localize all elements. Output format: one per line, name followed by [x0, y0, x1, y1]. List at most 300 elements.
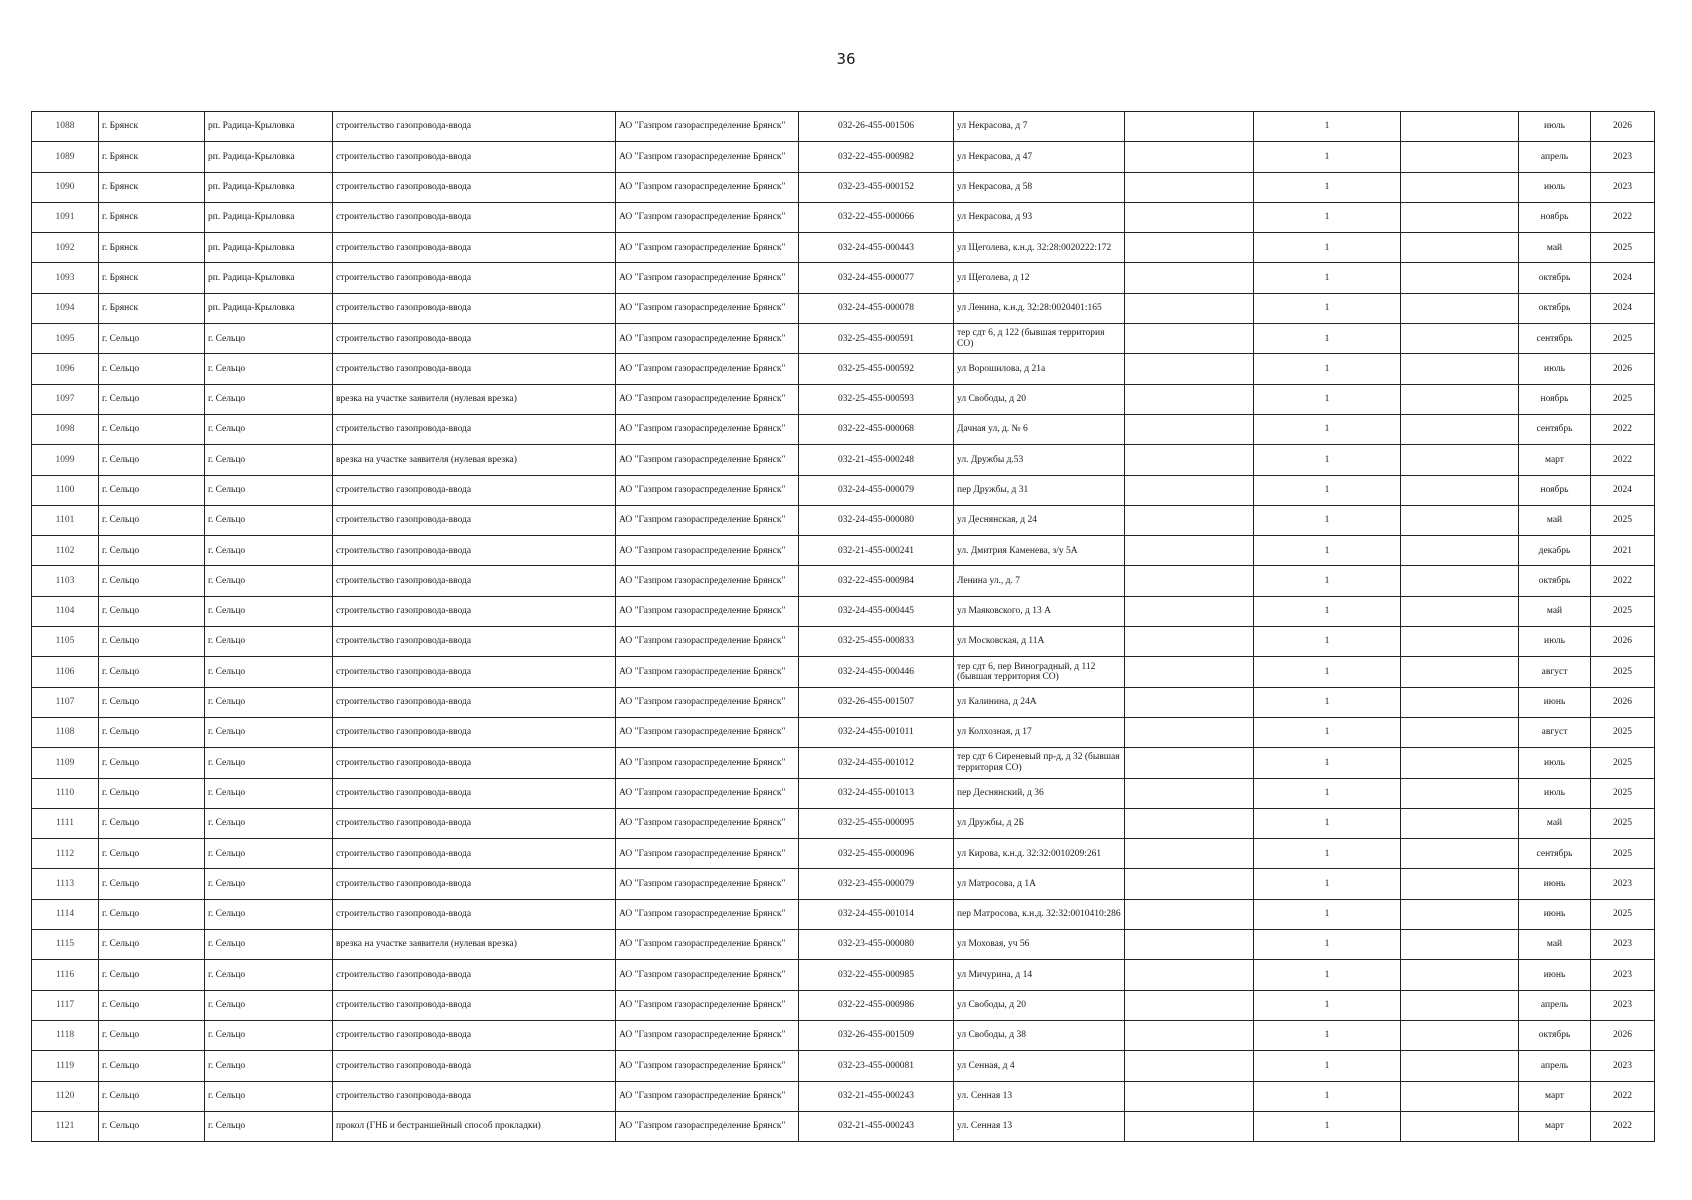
cell-month: июль [1519, 748, 1591, 778]
table-row [32, 142, 1655, 172]
cell-row-number: 1088 [32, 112, 99, 142]
cell-month: август [1519, 717, 1591, 747]
cell-address: ул Маяковского, д 13 А [954, 596, 1125, 626]
cell-empty [1125, 445, 1254, 475]
cell-object-code: 032-21-455-000241 [799, 536, 954, 566]
cell-work-type: строительство газопровода-ввода [333, 657, 616, 687]
cell-year: 2023 [1591, 172, 1655, 202]
cell-quantity: 1 [1254, 202, 1401, 232]
cell-locality: г. Сельцо [205, 778, 333, 808]
cell-row-number: 1100 [32, 475, 99, 505]
table-row [32, 1051, 1655, 1081]
cell-quantity: 1 [1254, 263, 1401, 293]
cell-empty [1401, 657, 1519, 687]
cell-empty [1401, 202, 1519, 232]
cell-empty [1125, 414, 1254, 444]
cell-year: 2026 [1591, 354, 1655, 384]
cell-empty [1401, 687, 1519, 717]
cell-object-code: 032-24-455-000445 [799, 596, 954, 626]
cell-work-type: строительство газопровода-ввода [333, 1020, 616, 1050]
table-row [32, 566, 1655, 596]
cell-work-type: врезка на участке заявителя (нулевая врезка) [333, 930, 616, 960]
cell-locality: г. Сельцо [205, 990, 333, 1020]
cell-empty [1401, 384, 1519, 414]
cell-address: ул Некрасова, д 7 [954, 112, 1125, 142]
cell-quantity: 1 [1254, 778, 1401, 808]
cell-district: г. Сельцо [99, 1020, 205, 1050]
cell-quantity: 1 [1254, 112, 1401, 142]
cell-work-type: врезка на участке заявителя (нулевая врезка) [333, 384, 616, 414]
cell-object-code: 032-22-455-000066 [799, 202, 954, 232]
cell-address: ул Мичурина, д 14 [954, 960, 1125, 990]
cell-object-code: 032-26-455-001509 [799, 1020, 954, 1050]
cell-object-code: 032-25-455-000096 [799, 839, 954, 869]
cell-object-code: 032-25-455-000592 [799, 354, 954, 384]
cell-month: май [1519, 233, 1591, 263]
cell-district: г. Сельцо [99, 596, 205, 626]
cell-address: ул. Дмитрия Каменева, з/у 5А [954, 536, 1125, 566]
cell-row-number: 1121 [32, 1111, 99, 1141]
cell-district: г. Брянск [99, 172, 205, 202]
cell-object-code: 032-23-455-000080 [799, 930, 954, 960]
cell-organization: АО "Газпром газораспределение Брянск" [616, 778, 799, 808]
cell-row-number: 1098 [32, 414, 99, 444]
cell-empty [1401, 324, 1519, 354]
cell-empty [1401, 839, 1519, 869]
cell-district: г. Сельцо [99, 1051, 205, 1081]
cell-address: ул Свободы, д 38 [954, 1020, 1125, 1050]
table-row [32, 324, 1655, 354]
cell-month: октябрь [1519, 566, 1591, 596]
cell-district: г. Сельцо [99, 899, 205, 929]
cell-organization: АО "Газпром газораспределение Брянск" [616, 1051, 799, 1081]
cell-address: ул Московская, д 11А [954, 627, 1125, 657]
cell-district: г. Сельцо [99, 930, 205, 960]
cell-year: 2022 [1591, 1081, 1655, 1111]
cell-quantity: 1 [1254, 233, 1401, 263]
table-row [32, 899, 1655, 929]
cell-district: г. Сельцо [99, 324, 205, 354]
cell-district: г. Сельцо [99, 505, 205, 535]
table-row [32, 687, 1655, 717]
cell-empty [1125, 808, 1254, 838]
cell-empty [1125, 717, 1254, 747]
cell-organization: АО "Газпром газораспределение Брянск" [616, 263, 799, 293]
cell-locality: г. Сельцо [205, 566, 333, 596]
cell-empty [1401, 627, 1519, 657]
cell-empty [1125, 778, 1254, 808]
cell-year: 2025 [1591, 748, 1655, 778]
cell-work-type: строительство газопровода-ввода [333, 233, 616, 263]
cell-work-type: строительство газопровода-ввода [333, 960, 616, 990]
cell-month: апрель [1519, 142, 1591, 172]
cell-row-number: 1111 [32, 808, 99, 838]
cell-row-number: 1095 [32, 324, 99, 354]
cell-empty [1401, 869, 1519, 899]
cell-month: октябрь [1519, 263, 1591, 293]
cell-empty [1125, 112, 1254, 142]
cell-year: 2025 [1591, 899, 1655, 929]
cell-district: г. Сельцо [99, 627, 205, 657]
cell-locality: рп. Радица-Крыловка [205, 263, 333, 293]
cell-quantity: 1 [1254, 657, 1401, 687]
cell-row-number: 1116 [32, 960, 99, 990]
cell-district: г. Сельцо [99, 748, 205, 778]
cell-work-type: строительство газопровода-ввода [333, 414, 616, 444]
cell-month: июнь [1519, 899, 1591, 929]
cell-year: 2024 [1591, 475, 1655, 505]
cell-organization: АО "Газпром газораспределение Брянск" [616, 293, 799, 323]
cell-row-number: 1097 [32, 384, 99, 414]
cell-organization: АО "Газпром газораспределение Брянск" [616, 566, 799, 596]
cell-row-number: 1089 [32, 142, 99, 172]
cell-year: 2023 [1591, 930, 1655, 960]
cell-year: 2023 [1591, 960, 1655, 990]
cell-empty [1125, 657, 1254, 687]
table-row [32, 808, 1655, 838]
cell-district: г. Сельцо [99, 1081, 205, 1111]
cell-empty [1401, 1081, 1519, 1111]
cell-year: 2025 [1591, 233, 1655, 263]
cell-empty [1401, 142, 1519, 172]
cell-district: г. Сельцо [99, 384, 205, 414]
cell-locality: г. Сельцо [205, 839, 333, 869]
cell-quantity: 1 [1254, 748, 1401, 778]
cell-district: г. Брянск [99, 263, 205, 293]
cell-year: 2022 [1591, 414, 1655, 444]
cell-district: г. Брянск [99, 202, 205, 232]
cell-year: 2025 [1591, 778, 1655, 808]
cell-empty [1125, 505, 1254, 535]
cell-empty [1401, 172, 1519, 202]
cell-organization: АО "Газпром газораспределение Брянск" [616, 1111, 799, 1141]
cell-quantity: 1 [1254, 384, 1401, 414]
cell-locality: г. Сельцо [205, 627, 333, 657]
cell-month: июль [1519, 778, 1591, 808]
cell-quantity: 1 [1254, 1051, 1401, 1081]
cell-empty [1401, 293, 1519, 323]
cell-object-code: 032-23-455-000152 [799, 172, 954, 202]
cell-locality: г. Сельцо [205, 536, 333, 566]
cell-empty [1125, 899, 1254, 929]
table-row [32, 414, 1655, 444]
table-row [32, 627, 1655, 657]
cell-address: ул Щеголева, д 12 [954, 263, 1125, 293]
cell-year: 2022 [1591, 1111, 1655, 1141]
cell-month: июль [1519, 354, 1591, 384]
cell-month: март [1519, 1111, 1591, 1141]
cell-row-number: 1117 [32, 990, 99, 1020]
cell-address: ул. Дружбы д.53 [954, 445, 1125, 475]
cell-empty [1125, 536, 1254, 566]
cell-month: ноябрь [1519, 384, 1591, 414]
cell-empty [1125, 202, 1254, 232]
cell-locality: рп. Радица-Крыловка [205, 112, 333, 142]
cell-month: июнь [1519, 869, 1591, 899]
table-row [32, 1111, 1655, 1141]
cell-quantity: 1 [1254, 808, 1401, 838]
cell-year: 2026 [1591, 687, 1655, 717]
cell-quantity: 1 [1254, 354, 1401, 384]
cell-address: ул Щеголева, к.н.д. 32:28:0020222:172 [954, 233, 1125, 263]
cell-month: декабрь [1519, 536, 1591, 566]
cell-address: ул. Сенная 13 [954, 1111, 1125, 1141]
cell-address: ул Ленина, к.н.д. 32:28:0020401:165 [954, 293, 1125, 323]
cell-work-type: строительство газопровода-ввода [333, 566, 616, 596]
cell-address: ул Калинина, д 24А [954, 687, 1125, 717]
cell-work-type: строительство газопровода-ввода [333, 263, 616, 293]
cell-month: июнь [1519, 960, 1591, 990]
cell-locality: г. Сельцо [205, 596, 333, 626]
cell-locality: г. Сельцо [205, 899, 333, 929]
cell-empty [1125, 1020, 1254, 1050]
cell-object-code: 032-24-455-001012 [799, 748, 954, 778]
table-row [32, 354, 1655, 384]
cell-address: пер Дружбы, д 31 [954, 475, 1125, 505]
cell-month: май [1519, 596, 1591, 626]
cell-address: ул Ворошилова, д 21а [954, 354, 1125, 384]
cell-quantity: 1 [1254, 1111, 1401, 1141]
table-row [32, 233, 1655, 263]
cell-quantity: 1 [1254, 566, 1401, 596]
table-row [32, 839, 1655, 869]
cell-locality: г. Сельцо [205, 1111, 333, 1141]
cell-empty [1401, 1111, 1519, 1141]
cell-locality: рп. Радица-Крыловка [205, 202, 333, 232]
cell-year: 2025 [1591, 384, 1655, 414]
cell-locality: г. Сельцо [205, 1051, 333, 1081]
table-row [32, 293, 1655, 323]
cell-empty [1125, 1111, 1254, 1141]
cell-address: ул Дружбы, д 2Б [954, 808, 1125, 838]
cell-quantity: 1 [1254, 687, 1401, 717]
cell-locality: г. Сельцо [205, 1020, 333, 1050]
table-row [32, 536, 1655, 566]
table-row [32, 778, 1655, 808]
cell-empty [1125, 627, 1254, 657]
cell-district: г. Брянск [99, 112, 205, 142]
cell-work-type: строительство газопровода-ввода [333, 505, 616, 535]
cell-work-type: строительство газопровода-ввода [333, 596, 616, 626]
table-row [32, 263, 1655, 293]
cell-organization: АО "Газпром газораспределение Брянск" [616, 808, 799, 838]
cell-locality: г. Сельцо [205, 657, 333, 687]
cell-row-number: 1112 [32, 839, 99, 869]
cell-object-code: 032-23-455-000081 [799, 1051, 954, 1081]
cell-year: 2025 [1591, 717, 1655, 747]
cell-quantity: 1 [1254, 930, 1401, 960]
cell-locality: рп. Радица-Крыловка [205, 293, 333, 323]
cell-year: 2025 [1591, 808, 1655, 838]
cell-row-number: 1099 [32, 445, 99, 475]
cell-district: г. Сельцо [99, 445, 205, 475]
cell-empty [1125, 172, 1254, 202]
cell-district: г. Сельцо [99, 717, 205, 747]
table-row [32, 384, 1655, 414]
cell-year: 2023 [1591, 869, 1655, 899]
registry-body [32, 112, 1655, 1142]
cell-month: сентябрь [1519, 324, 1591, 354]
cell-empty [1125, 354, 1254, 384]
cell-year: 2025 [1591, 324, 1655, 354]
cell-empty [1125, 869, 1254, 899]
cell-empty [1125, 596, 1254, 626]
cell-month: август [1519, 657, 1591, 687]
cell-empty [1125, 687, 1254, 717]
cell-work-type: строительство газопровода-ввода [333, 748, 616, 778]
cell-locality: г. Сельцо [205, 354, 333, 384]
cell-district: г. Сельцо [99, 778, 205, 808]
cell-empty [1401, 536, 1519, 566]
cell-empty [1125, 960, 1254, 990]
cell-month: май [1519, 930, 1591, 960]
cell-year: 2025 [1591, 596, 1655, 626]
cell-work-type: строительство газопровода-ввода [333, 869, 616, 899]
cell-empty [1125, 233, 1254, 263]
cell-organization: АО "Газпром газораспределение Брянск" [616, 233, 799, 263]
cell-work-type: строительство газопровода-ввода [333, 475, 616, 505]
cell-work-type: строительство газопровода-ввода [333, 536, 616, 566]
cell-organization: АО "Газпром газораспределение Брянск" [616, 687, 799, 717]
cell-organization: АО "Газпром газораспределение Брянск" [616, 414, 799, 444]
cell-row-number: 1094 [32, 293, 99, 323]
cell-row-number: 1091 [32, 202, 99, 232]
cell-year: 2023 [1591, 1051, 1655, 1081]
cell-work-type: строительство газопровода-ввода [333, 808, 616, 838]
cell-year: 2025 [1591, 839, 1655, 869]
cell-object-code: 032-24-455-001013 [799, 778, 954, 808]
cell-district: г. Сельцо [99, 960, 205, 990]
cell-empty [1125, 1081, 1254, 1111]
cell-district: г. Сельцо [99, 475, 205, 505]
cell-organization: АО "Газпром газораспределение Брянск" [616, 717, 799, 747]
cell-year: 2026 [1591, 627, 1655, 657]
cell-organization: АО "Газпром газораспределение Брянск" [616, 445, 799, 475]
cell-locality: г. Сельцо [205, 717, 333, 747]
cell-empty [1125, 839, 1254, 869]
cell-object-code: 032-22-455-000068 [799, 414, 954, 444]
cell-empty [1401, 596, 1519, 626]
table-row [32, 475, 1655, 505]
cell-year: 2024 [1591, 293, 1655, 323]
cell-row-number: 1119 [32, 1051, 99, 1081]
cell-address: ул Свободы, д 20 [954, 990, 1125, 1020]
cell-object-code: 032-25-455-000095 [799, 808, 954, 838]
cell-quantity: 1 [1254, 172, 1401, 202]
cell-address: тер сдт 6 Сиреневый пр-д, д 32 (бывшая территория СО) [954, 748, 1125, 778]
cell-object-code: 032-26-455-001506 [799, 112, 954, 142]
cell-district: г. Сельцо [99, 657, 205, 687]
cell-address: ул Некрасова, д 58 [954, 172, 1125, 202]
cell-empty [1401, 960, 1519, 990]
cell-empty [1401, 717, 1519, 747]
cell-address: тер сдт 6, д 122 (бывшая территория СО) [954, 324, 1125, 354]
cell-object-code: 032-24-455-000078 [799, 293, 954, 323]
cell-work-type: строительство газопровода-ввода [333, 1081, 616, 1111]
cell-quantity: 1 [1254, 839, 1401, 869]
cell-object-code: 032-21-455-000248 [799, 445, 954, 475]
cell-year: 2022 [1591, 566, 1655, 596]
cell-month: июль [1519, 627, 1591, 657]
table-row [32, 1020, 1655, 1050]
table-row [32, 717, 1655, 747]
cell-month: март [1519, 1081, 1591, 1111]
cell-work-type: строительство газопровода-ввода [333, 172, 616, 202]
cell-month: сентябрь [1519, 839, 1591, 869]
cell-object-code: 032-22-455-000985 [799, 960, 954, 990]
cell-year: 2022 [1591, 202, 1655, 232]
cell-address: ул Колхозная, д 17 [954, 717, 1125, 747]
cell-object-code: 032-24-455-001011 [799, 717, 954, 747]
table-row [32, 445, 1655, 475]
cell-empty [1125, 930, 1254, 960]
cell-work-type: строительство газопровода-ввода [333, 778, 616, 808]
cell-address: ул Кирова, к.н.д. 32:32:0010209:261 [954, 839, 1125, 869]
cell-organization: АО "Газпром газораспределение Брянск" [616, 475, 799, 505]
cell-year: 2026 [1591, 1020, 1655, 1050]
cell-quantity: 1 [1254, 324, 1401, 354]
cell-work-type: строительство газопровода-ввода [333, 990, 616, 1020]
cell-month: июнь [1519, 687, 1591, 717]
cell-work-type: строительство газопровода-ввода [333, 899, 616, 929]
cell-row-number: 1093 [32, 263, 99, 293]
cell-locality: г. Сельцо [205, 960, 333, 990]
cell-organization: АО "Газпром газораспределение Брянск" [616, 657, 799, 687]
cell-address: тер сдт 6, пер Виноградный, д 112 (бывшая территория СО) [954, 657, 1125, 687]
cell-locality: г. Сельцо [205, 930, 333, 960]
cell-work-type: строительство газопровода-ввода [333, 627, 616, 657]
table-row [32, 596, 1655, 626]
cell-organization: АО "Газпром газораспределение Брянск" [616, 324, 799, 354]
cell-month: июль [1519, 172, 1591, 202]
cell-year: 2024 [1591, 263, 1655, 293]
cell-organization: АО "Газпром газораспределение Брянск" [616, 869, 799, 899]
cell-district: г. Сельцо [99, 687, 205, 717]
cell-address: пер Матросова, к.н.д. 32:32:0010410:286 [954, 899, 1125, 929]
cell-address: ул Деснянская, д 24 [954, 505, 1125, 535]
cell-empty [1401, 505, 1519, 535]
cell-district: г. Сельцо [99, 990, 205, 1020]
cell-organization: АО "Газпром газораспределение Брянск" [616, 990, 799, 1020]
cell-empty [1401, 930, 1519, 960]
cell-quantity: 1 [1254, 869, 1401, 899]
cell-work-type: прокол (ГНБ и бестраншейный способ прокладки) [333, 1111, 616, 1141]
table-row [32, 1081, 1655, 1111]
cell-organization: АО "Газпром газораспределение Брянск" [616, 202, 799, 232]
cell-district: г. Сельцо [99, 566, 205, 596]
cell-organization: АО "Газпром газораспределение Брянск" [616, 536, 799, 566]
cell-address: ул. Сенная 13 [954, 1081, 1125, 1111]
cell-district: г. Сельцо [99, 536, 205, 566]
cell-address: ул Матросова, д 1А [954, 869, 1125, 899]
cell-object-code: 032-24-455-000077 [799, 263, 954, 293]
cell-row-number: 1101 [32, 505, 99, 535]
cell-organization: АО "Газпром газораспределение Брянск" [616, 1020, 799, 1050]
table-row [32, 657, 1655, 687]
cell-organization: АО "Газпром газораспределение Брянск" [616, 112, 799, 142]
cell-quantity: 1 [1254, 960, 1401, 990]
cell-row-number: 1096 [32, 354, 99, 384]
table-row [32, 748, 1655, 778]
cell-organization: АО "Газпром газораспределение Брянск" [616, 960, 799, 990]
cell-row-number: 1107 [32, 687, 99, 717]
table-row [32, 990, 1655, 1020]
cell-district: г. Сельцо [99, 839, 205, 869]
cell-month: май [1519, 505, 1591, 535]
cell-empty [1125, 566, 1254, 596]
cell-district: г. Сельцо [99, 869, 205, 899]
cell-district: г. Брянск [99, 142, 205, 172]
